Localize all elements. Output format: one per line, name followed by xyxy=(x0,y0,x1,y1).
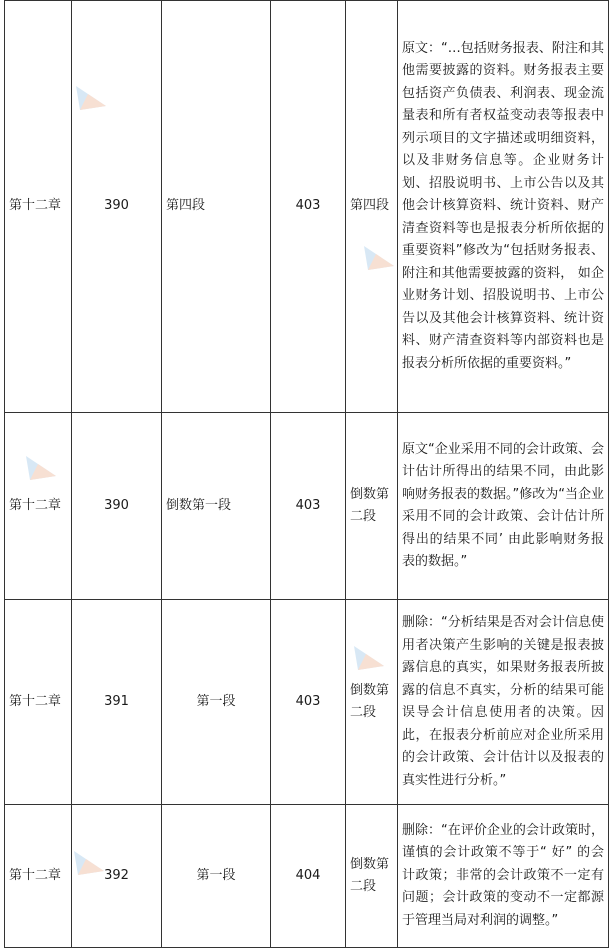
chapter-cell: 第十二章 xyxy=(5,805,72,948)
new-line-cell: 第四段 xyxy=(346,1,398,413)
page-cell: 392 xyxy=(72,805,162,948)
description-cell: 删除：“在评价企业的会计政策时，谨慎的会计政策不等于“ 好” 的会计政策；非常的会计政策不一定有问题；会计政策的变动不一定都源于管理当局对利润的调整。” xyxy=(398,805,609,948)
page-cell: 390 xyxy=(72,1,162,413)
new-line-cell: 倒数第二段 xyxy=(346,413,398,600)
table-row xyxy=(5,805,609,948)
new-page-cell: 404 xyxy=(271,805,346,948)
description-cell: 原文：“…包括财务报表、附注和其他需要披露的资料。财务报表主要包括资产负债表、利润表、现金流量表和所有者权益变动表等报表中列示项目的文字描述或明细资料，以及非财务信息等。企业财务计划、招股说明书、上市公告以及其他会计核算资料、统计资料、财产清查资料等也是报表分析所依据的重要资料”修改为“包括财务报表、附注和其他需要披露的资料， 如企业财务计划、招股说明书、上市公告以及其他会计核算资料、统计资料、财产清查资料等内部资料也是报表分析所依据的重要资料。” xyxy=(398,1,609,413)
line-cell: 第一段 xyxy=(162,600,271,805)
table-row xyxy=(5,600,609,805)
new-line-cell: 倒数第二段 xyxy=(346,600,398,805)
description-cell: 原文“企业采用不同的会计政策、会计估计所得出的结果不同，由此影响财务报表的数据。”修改为“当企业采用不同的会计政策、会计估计所得出的结果不同’ 由此影响财务报表的数据。” xyxy=(398,413,609,600)
line-cell: 倒数第一段 xyxy=(162,413,271,600)
chapter-cell: 第十二章 xyxy=(5,600,72,805)
page-cell: 390 xyxy=(72,413,162,600)
page-cell: 391 xyxy=(72,600,162,805)
line-cell: 第四段 xyxy=(162,1,271,413)
line-cell: 第一段 xyxy=(162,805,271,948)
new-page-cell: 403 xyxy=(271,1,346,413)
new-line-cell: 倒数第二段 xyxy=(346,805,398,948)
new-page-cell: 403 xyxy=(271,413,346,600)
table-row xyxy=(5,1,609,413)
description-cell: 删除：“分析结果是否对会计信息使用者决策产生影响的关键是报表披露信息的真实，如果财务报表所披露的信息不真实，分析的结果可能误导会计信息使用者的决策。因此，在报表分析前应对企业所采用的会计政策、会计估计以及报表的真实性进行分析。” xyxy=(398,600,609,805)
errata-table xyxy=(4,0,609,948)
table-row xyxy=(5,413,609,600)
chapter-cell: 第十二章 xyxy=(5,1,72,413)
chapter-cell: 第十二章 xyxy=(5,413,72,600)
new-page-cell: 403 xyxy=(271,600,346,805)
